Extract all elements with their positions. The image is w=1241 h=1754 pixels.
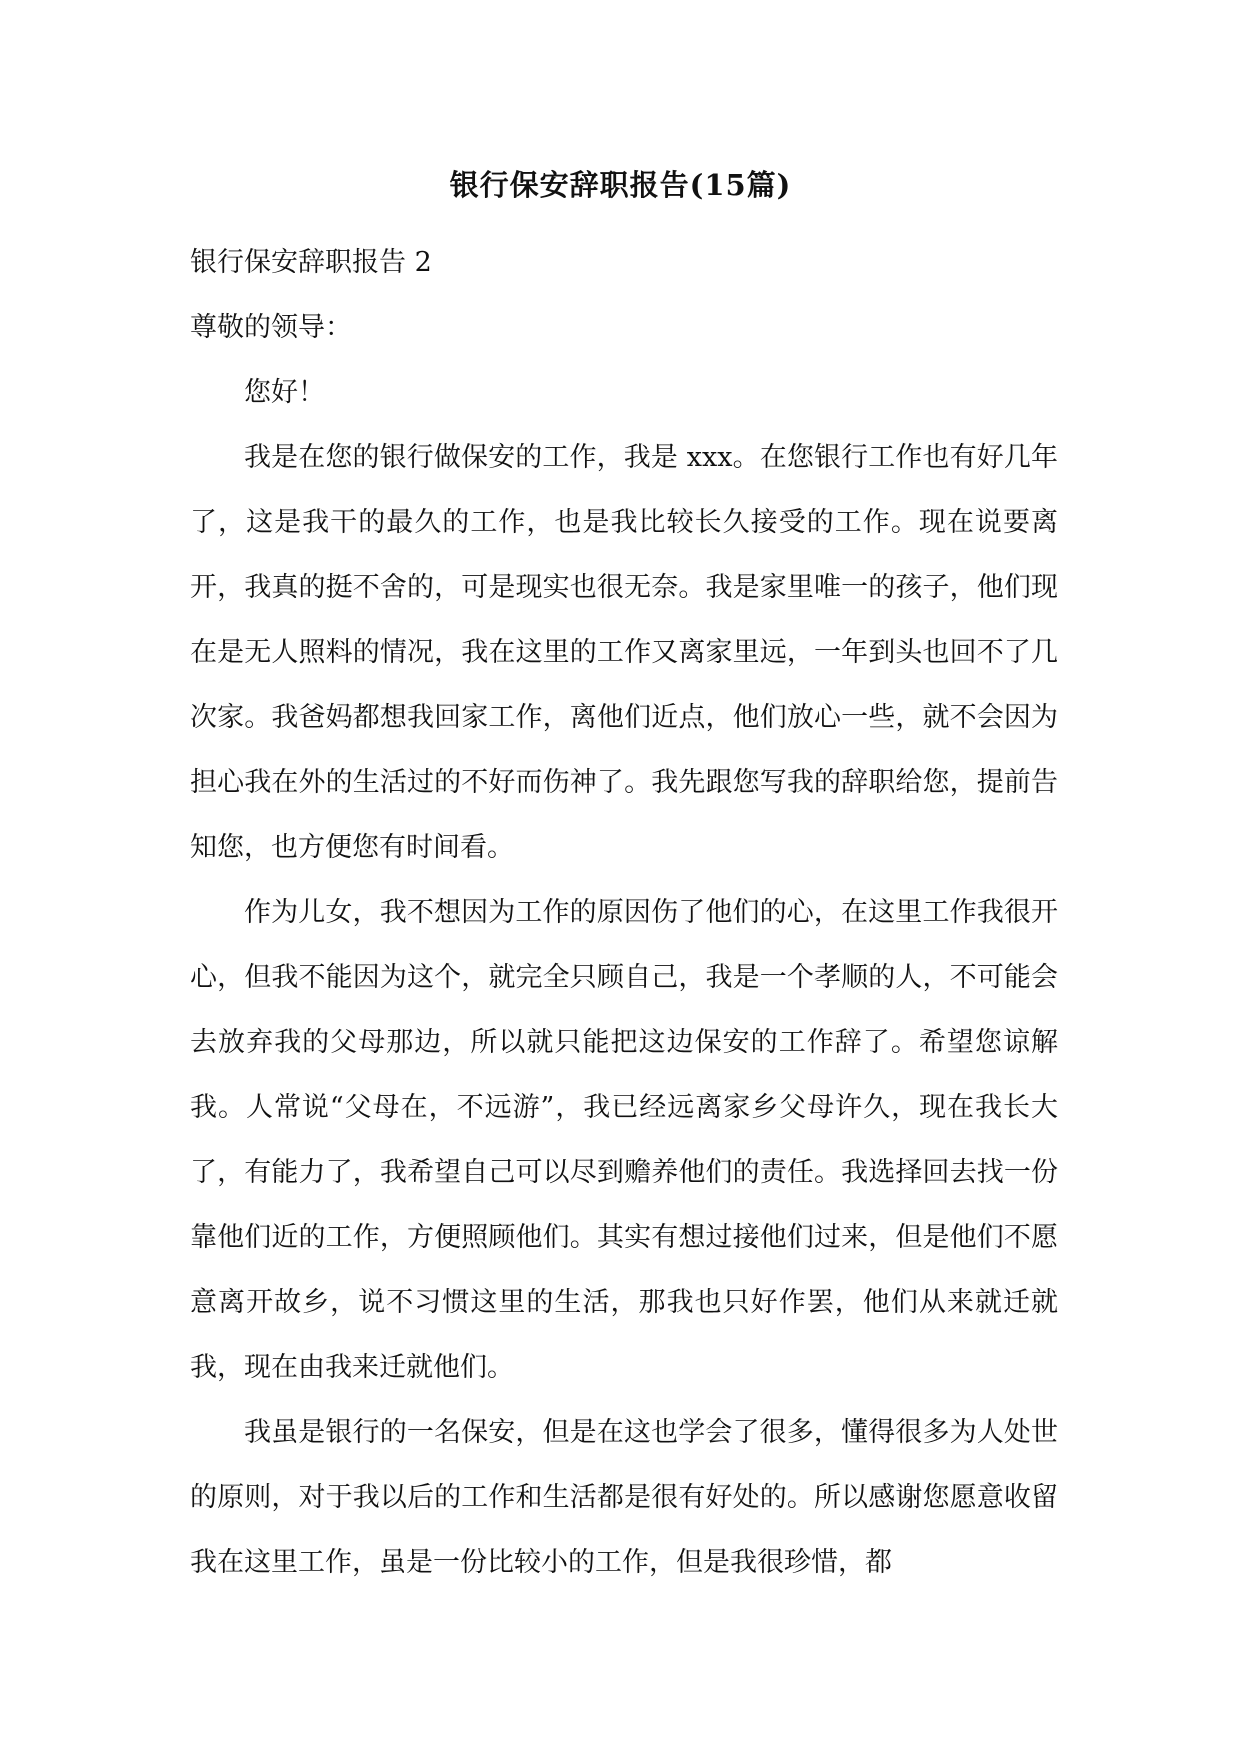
- paragraph-1: 我是在您的银行做保安的工作，我是 xxx。在您银行工作也有好几年了，这是我干的最久的工作，也是我比较长久接受的工作。现在说要离开，我真的挺不舍的，可是现实也很无奈。我是家里唯一的孩子，他们现在是无人照料的情况，我在这里的工作又离家里远，一年到头也回不了几次家。我爸妈都想我回家工作，离他们近点，他们放心一些，就不会因为担心我在外的生活过的不好而伤神了。我先跟您写我的辞职给您，提前告知您，也方便您有时间看。: [190, 442, 1058, 863]
- paragraph-2: 作为儿女，我不想因为工作的原因伤了他们的心，在这里工作我很开心，但我不能因为这个，就完全只顾自己，我是一个孝顺的人，不可能会去放弃我的父母那边，所以就只能把这边保安的工作辞了。希望您谅解我。人常说“父母在，不远游”，我已经远离家乡父母许久，现在我长大了，有能力了，我希望自己可以尽到赡养他们的责任。我选择回去找一份靠他们近的工作，方便照顾他们。其实有想过接他们过来，但是他们不愿意离开故乡，说不习惯这里的生活，那我也只好作罢，他们从来就迁就我，现在由我来迁就他们。: [190, 897, 1058, 1383]
- document-body: [190, 230, 1058, 1595]
- salutation: 尊敬的领导：: [190, 312, 352, 343]
- paragraph-3: 我虽是银行的一名保安，但是在这也学会了很多，懂得很多为人处世的原则，对于我以后的工作和生活都是很有好处的。所以感谢您愿意收留我在这里工作，虽是一份比较小的工作，但是我很珍惜，都: [190, 1417, 1058, 1578]
- greeting: 您好！: [244, 377, 325, 408]
- document-subtitle: 银行保安辞职报告 2: [190, 247, 432, 278]
- document-title: 银行保安辞职报告(15篇): [449, 168, 792, 202]
